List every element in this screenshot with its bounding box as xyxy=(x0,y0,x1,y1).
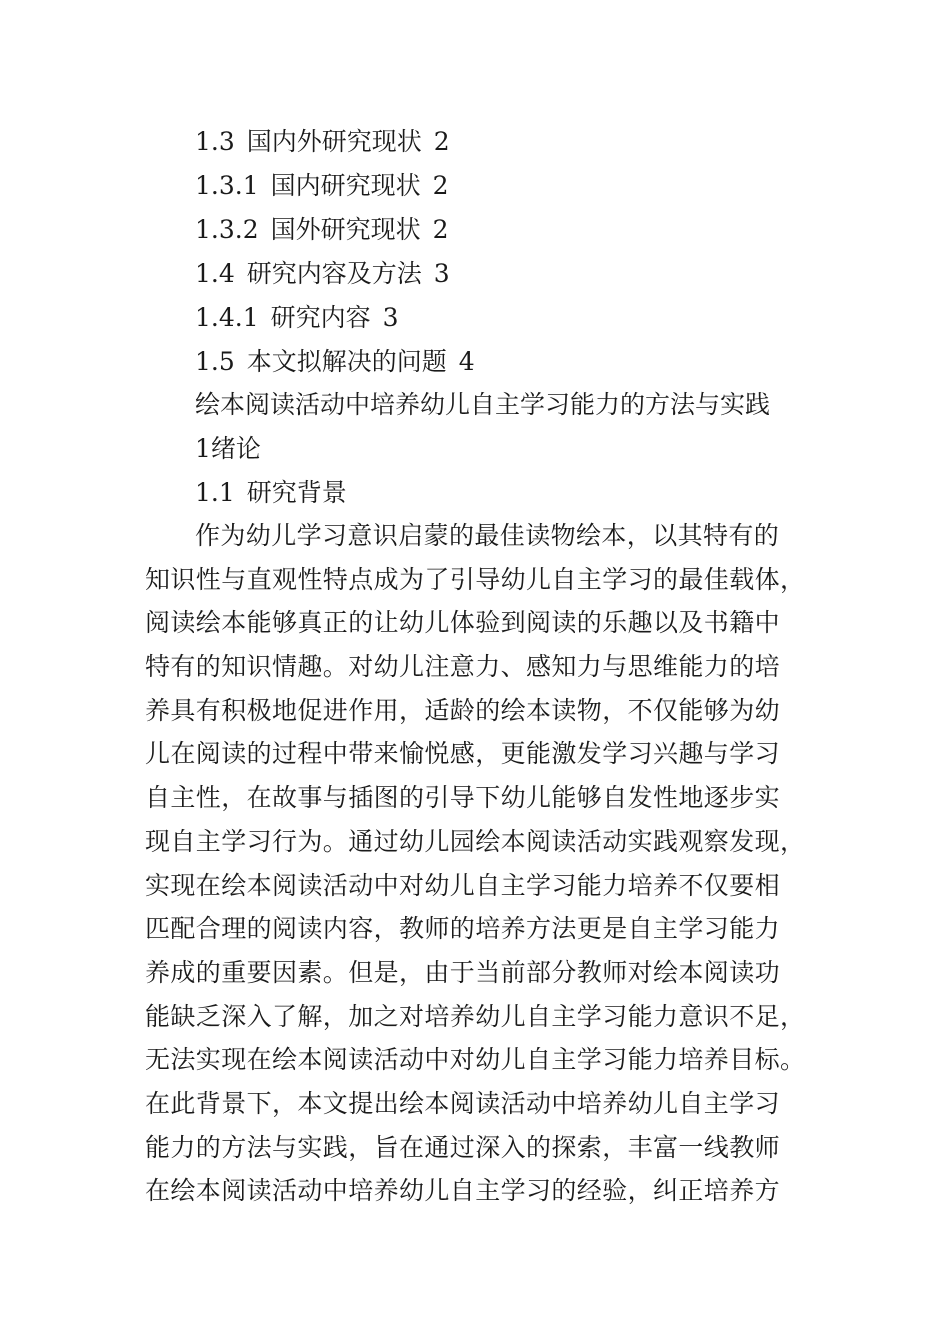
section-heading xyxy=(195,472,347,514)
toc-entry-page: 2 xyxy=(432,171,449,200)
paragraph-line: 实现在绘本阅读活动中对幼儿自主学习能力培养不仅要相 xyxy=(145,870,781,900)
paragraph-line: 在绘本阅读活动中培养幼儿自主学习的经验，纠正培养方 xyxy=(145,1176,781,1206)
toc-entry-title: 本文拟解决的问题 xyxy=(246,347,447,376)
toc-entry-number: 1.3.1 xyxy=(195,171,259,200)
toc-entry[interactable] xyxy=(195,340,835,384)
toc-entry[interactable] xyxy=(195,120,835,164)
paragraph-line: 养成的重要因素。但是，由于当前部分教师对绘本阅读功 xyxy=(145,957,781,987)
toc-entry-page: 2 xyxy=(433,127,450,156)
paragraph-line: 儿在阅读的过程中带来愉悦感，更能激发学习兴趣与学习 xyxy=(145,739,781,769)
toc-entry[interactable] xyxy=(195,252,835,296)
toc-entry-title: 国外研究现状 xyxy=(270,215,421,244)
toc-entry-title: 研究内容 xyxy=(270,303,371,332)
paragraph-line: 在此背景下，本文提出绘本阅读活动中培养幼儿自主学习 xyxy=(145,1088,781,1118)
toc-entry-number: 1.4 xyxy=(195,259,235,288)
toc-entry-page: 4 xyxy=(458,347,475,376)
toc-entry-title: 国内研究现状 xyxy=(270,171,421,200)
toc-entry[interactable] xyxy=(195,208,835,252)
toc-entry-number: 1.3.2 xyxy=(195,215,259,244)
chapter-heading: 1绪论 xyxy=(195,434,261,463)
paragraph-line: 能缺乏深入了解，加之对培养幼儿自主学习能力意识不足， xyxy=(145,1001,806,1031)
table-of-contents xyxy=(195,120,835,384)
body-paragraph xyxy=(145,514,806,1213)
toc-entry-title: 研究内容及方法 xyxy=(246,259,422,288)
paragraph-line: 特有的知识情趣。对幼儿注意力、感知力与思维能力的培 xyxy=(145,652,781,682)
paragraph-line: 匹配合理的阅读内容，教师的培养方法更是自主学习能力 xyxy=(145,914,781,944)
paragraph-line: 作为幼儿学习意识启蒙的最佳读物绘本，以其特有的 xyxy=(195,521,780,550)
toc-entry-number: 1.5 xyxy=(195,347,235,376)
toc-entry-number: 1.3 xyxy=(195,127,235,156)
toc-entry-page: 3 xyxy=(433,259,450,288)
paragraph-line: 养具有积极地促进作用，适龄的绘本读物，不仅能够为幼 xyxy=(145,695,781,725)
toc-entry[interactable] xyxy=(195,296,835,340)
document-title: 绘本阅读活动中培养幼儿自主学习能力的方法与实践 xyxy=(195,390,771,419)
paragraph-line: 阅读绘本能够真正的让幼儿体验到阅读的乐趣以及书籍中 xyxy=(145,608,781,638)
paragraph-line: 自主性，在故事与插图的引导下幼儿能够自发性地逐步实 xyxy=(145,783,781,813)
toc-entry-title: 国内外研究现状 xyxy=(246,127,422,156)
paragraph-line: 知识性与直观性特点成为了引导幼儿自主学习的最佳载体， xyxy=(145,564,806,594)
toc-entry-number: 1.4.1 xyxy=(195,303,259,332)
toc-entry[interactable] xyxy=(195,164,835,208)
paragraph-line: 现自主学习行为。通过幼儿园绘本阅读活动实践观察发现， xyxy=(145,826,806,856)
toc-entry-page: 2 xyxy=(432,215,449,244)
toc-entry-page: 3 xyxy=(382,303,399,332)
paragraph-line: 能力的方法与实践，旨在通过深入的探索，丰富一线教师 xyxy=(145,1132,781,1162)
paragraph-line: 无法实现在绘本阅读活动中对幼儿自主学习能力培养目标。 xyxy=(145,1045,806,1075)
section-title: 研究背景 xyxy=(246,478,347,507)
section-number: 1.1 xyxy=(195,478,235,507)
